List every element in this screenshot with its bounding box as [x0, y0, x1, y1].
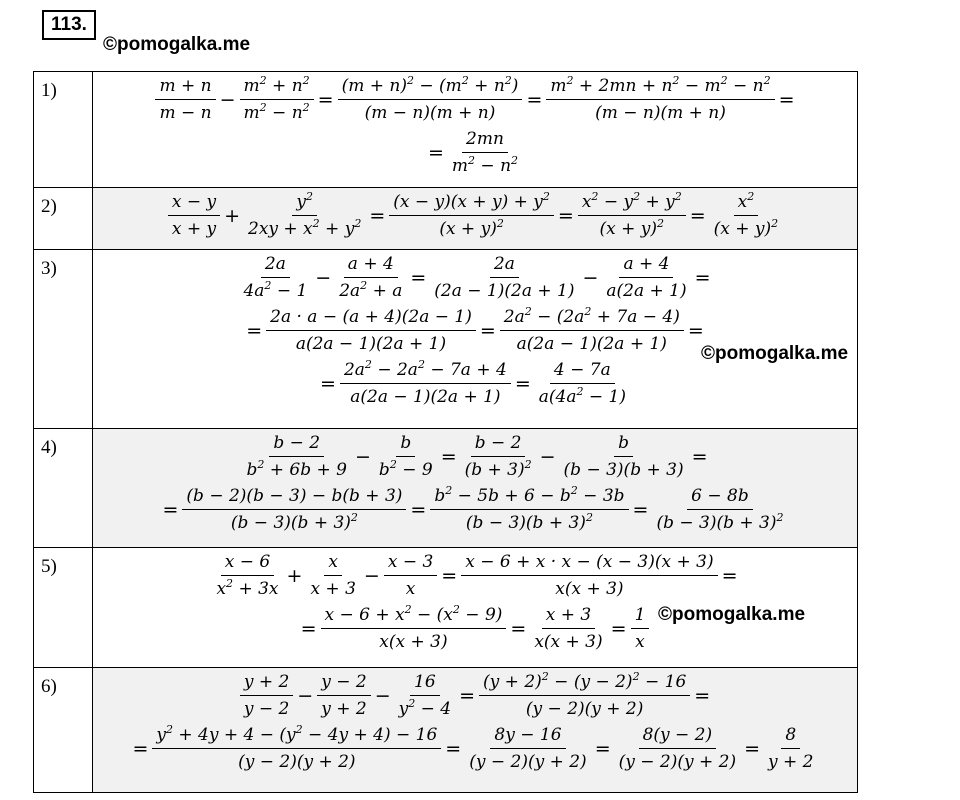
- denominator: x: [635, 632, 645, 652]
- operator: =: [479, 320, 496, 342]
- operator: =: [526, 89, 543, 111]
- numerator: 2mn: [462, 128, 508, 153]
- fraction: [602, 253, 690, 303]
- fraction: [560, 432, 688, 482]
- numerator: 6 − 8b: [687, 485, 753, 510]
- fraction: [500, 306, 684, 356]
- denominator: $4a^2 - 1$: [243, 279, 308, 301]
- item-label: 2): [34, 188, 93, 250]
- denominator: x: [405, 579, 416, 599]
- numerator: x − 3: [384, 551, 437, 576]
- operator: +: [286, 565, 303, 587]
- operator: −: [582, 267, 599, 289]
- equation-line: [93, 128, 857, 178]
- operator: =: [721, 565, 738, 587]
- numerator: x − y: [168, 191, 220, 216]
- numerator: y + 2: [240, 671, 293, 696]
- numerator: $x - 6 + x^2 - (x^2 - 9)$: [321, 604, 507, 629]
- fraction: [395, 671, 455, 721]
- expression-cell: [93, 250, 858, 429]
- denominator: $x^2 + 3x$: [216, 577, 279, 599]
- operator: =: [369, 205, 386, 227]
- numerator: $m^2 + n^2$: [240, 75, 314, 100]
- fraction: [535, 359, 630, 409]
- fraction: [240, 671, 293, 721]
- operator: =: [445, 738, 462, 760]
- fraction: [240, 75, 314, 125]
- operator: =: [632, 499, 649, 521]
- operator: −: [355, 446, 371, 468]
- numerator: $x^2$: [734, 191, 759, 216]
- operator: =: [300, 618, 317, 640]
- operator: =: [594, 738, 611, 760]
- numerator: $y^2 + 4y + 4 - (y^2 - 4y + 4) - 16$: [152, 724, 441, 749]
- operator: =: [440, 446, 457, 468]
- operator: +: [224, 205, 240, 227]
- fraction: [615, 724, 740, 774]
- operator: −: [363, 565, 380, 587]
- denominator: $a(4a^2 - 1)$: [538, 385, 626, 407]
- equation-line: [93, 485, 857, 535]
- equation-line: [93, 671, 857, 721]
- fraction: [479, 671, 690, 721]
- operator: =: [557, 205, 574, 227]
- denominator: m − n: [159, 103, 212, 123]
- numerator: b: [614, 432, 633, 457]
- operator: −: [297, 685, 314, 707]
- item-label: 6): [34, 668, 93, 793]
- fraction: [578, 191, 686, 241]
- denominator: $(b - 3)(b + 3)^2$: [465, 511, 593, 533]
- operator: =: [687, 320, 704, 342]
- fraction: [244, 191, 365, 241]
- numerator: 8y − 16: [490, 724, 565, 749]
- denominator: $m^2 - n^2$: [451, 154, 519, 176]
- watermark: ©pomogalka.me: [658, 604, 806, 625]
- denominator: $2xy + x^2 + y^2$: [248, 217, 362, 239]
- denominator: $y^2 - 4$: [398, 697, 452, 719]
- operator: =: [694, 267, 711, 289]
- denominator: y + 2: [768, 752, 814, 772]
- solution-table: [33, 71, 858, 793]
- numerator: $2a^2 - (2a^2 + 7a - 4)$: [500, 306, 684, 331]
- fraction: [317, 671, 370, 721]
- numerator: (b − 2)(b − 3) − b(b + 3): [182, 485, 406, 510]
- operator: =: [510, 618, 527, 640]
- fraction: [239, 253, 311, 303]
- denominator: $(b + 3)^2$: [464, 458, 532, 480]
- numerator: 8(y − 2): [639, 724, 717, 749]
- operator: =: [459, 685, 476, 707]
- equation-line: [93, 253, 857, 303]
- fraction: [152, 724, 441, 774]
- fraction: [340, 359, 511, 409]
- numerator: x − 6 + x · x − (x − 3)(x + 3): [461, 551, 717, 576]
- equation-line: [93, 724, 857, 774]
- fraction: [182, 485, 406, 535]
- fraction: [546, 75, 774, 125]
- fraction: [530, 604, 606, 654]
- operator: =: [744, 738, 761, 760]
- operator: −: [315, 267, 332, 289]
- operator: =: [410, 499, 427, 521]
- denominator: (y − 2)(y + 2): [618, 752, 737, 772]
- fraction: [631, 604, 650, 654]
- numerator: x: [324, 551, 342, 576]
- numerator: 16: [410, 671, 440, 696]
- denominator: (y − 2)(y + 2): [469, 752, 587, 772]
- fraction: [306, 551, 359, 601]
- fraction: [155, 75, 215, 125]
- fraction: [266, 306, 476, 356]
- solution-row: [34, 250, 858, 429]
- fraction: [212, 551, 282, 601]
- fraction: [652, 485, 787, 535]
- item-label: 4): [34, 429, 93, 548]
- fraction: [430, 253, 578, 303]
- denominator: (m − n)(m + n): [595, 103, 726, 123]
- fraction: [764, 724, 817, 774]
- denominator: $(x + y)^2$: [713, 217, 779, 239]
- equation-line: [93, 432, 857, 482]
- numerator: 1: [631, 604, 650, 629]
- denominator: $(b - 3)(b + 3)^2$: [656, 511, 784, 533]
- numerator: $(m + n)^2 - (m^2 + n^2)$: [338, 75, 523, 100]
- operator: =: [778, 89, 795, 111]
- numerator: 8: [781, 724, 800, 749]
- numerator: $x^2 - y^2 + y^2$: [578, 191, 686, 216]
- denominator: $2a^2 + a$: [339, 279, 403, 301]
- equation-line: [93, 551, 857, 601]
- operator: =: [514, 373, 531, 395]
- denominator: a(2a − 1)(2a + 1): [295, 334, 447, 354]
- denominator: x + 3: [310, 579, 356, 599]
- fraction: [168, 191, 220, 241]
- fraction: [375, 432, 437, 482]
- fraction: [384, 551, 437, 601]
- numerator: x + 3: [542, 604, 595, 629]
- watermark: ©pomogalka.me: [103, 34, 251, 55]
- numerator: x − 6: [221, 551, 274, 576]
- fraction: [242, 432, 351, 482]
- numerator: $2a^2 - 2a^2 - 7a + 4$: [340, 359, 511, 384]
- denominator: $b^2 + 6b + 9$: [246, 458, 347, 480]
- denominator: a(2a − 1)(2a + 1): [350, 387, 501, 407]
- solution-row: [34, 429, 858, 548]
- expression-cell: [93, 668, 858, 793]
- numerator: a + 4: [619, 253, 673, 278]
- denominator: x(x + 3): [555, 579, 624, 599]
- operator: =: [320, 373, 336, 395]
- fraction: [465, 724, 590, 774]
- equation-line: [93, 359, 857, 409]
- operator: =: [610, 618, 627, 640]
- operator: =: [427, 142, 444, 164]
- denominator: x + y: [171, 219, 217, 239]
- solution-row: [34, 72, 858, 188]
- denominator: x(x + 3): [534, 632, 603, 652]
- watermark: ©pomogalka.me: [701, 343, 849, 364]
- fraction: [461, 551, 717, 601]
- operator: =: [689, 205, 706, 227]
- denominator: $m^2 - n^2$: [243, 101, 310, 123]
- expression-cell: [93, 429, 858, 548]
- numerator: y − 2: [317, 671, 370, 696]
- denominator: $(b - 3)(b + 3)^2$: [230, 511, 358, 533]
- numerator: $(y + 2)^2 - (y - 2)^2 - 16$: [479, 671, 690, 696]
- denominator: (b − 3)(b + 3): [563, 460, 684, 480]
- denominator: $(x + y)^2$: [599, 217, 665, 239]
- numerator: $m^2 + 2mn + n^2 - m^2 - n^2$: [546, 75, 774, 100]
- item-label: 5): [34, 548, 93, 668]
- operator: =: [691, 446, 708, 468]
- operator: −: [539, 446, 556, 468]
- fraction: [335, 253, 406, 303]
- numerator: 2a: [490, 253, 519, 278]
- operator: =: [132, 738, 149, 760]
- denominator: (y − 2)(y + 2): [238, 752, 356, 772]
- problem-number: 113.: [42, 10, 96, 40]
- numerator: $(x - y)(x + y) + y^2$: [389, 191, 554, 216]
- solution-row: [34, 668, 858, 793]
- fraction: [710, 191, 783, 241]
- numerator: 2a · a − (a + 4)(2a − 1): [266, 306, 476, 331]
- fraction: [321, 604, 507, 654]
- solution-row: [34, 188, 858, 250]
- denominator: y − 2: [243, 699, 290, 719]
- operator: =: [246, 320, 263, 342]
- numerator: b: [396, 432, 415, 457]
- item-label: 3): [34, 250, 93, 429]
- expression-cell: [93, 72, 858, 188]
- denominator: x(x + 3): [379, 632, 448, 652]
- denominator: a(2a − 1)(2a + 1): [516, 334, 667, 354]
- operator: −: [219, 89, 236, 111]
- expression-cell: [93, 188, 858, 250]
- fraction: [430, 485, 628, 535]
- numerator: 2a: [261, 253, 290, 278]
- fraction: [448, 128, 522, 178]
- denominator: (m − n)(m + n): [364, 103, 496, 123]
- fraction: [338, 75, 523, 125]
- operator: =: [162, 499, 179, 521]
- numerator: b − 2: [471, 432, 526, 457]
- denominator: (2a − 1)(2a + 1): [434, 281, 575, 301]
- denominator: y + 2: [321, 699, 367, 719]
- numerator: 4 − 7a: [550, 359, 615, 384]
- denominator: $(x + y)^2$: [439, 217, 504, 239]
- numerator: $y^2$: [292, 191, 317, 216]
- denominator: a(2a + 1): [606, 281, 687, 301]
- item-label: 1): [34, 72, 93, 188]
- numerator: a + 4: [344, 253, 398, 278]
- numerator: $b^2 - 5b + 6 - b^2 - 3b$: [430, 485, 628, 510]
- operator: =: [441, 565, 458, 587]
- operator: =: [694, 685, 711, 707]
- fraction: [389, 191, 554, 241]
- numerator: b − 2: [269, 432, 324, 457]
- numerator: m + n: [155, 75, 215, 100]
- equation-line: [93, 75, 857, 125]
- operator: =: [317, 89, 334, 111]
- denominator: (y − 2)(y + 2): [525, 699, 644, 719]
- denominator: $b^2 - 9$: [378, 458, 433, 480]
- fraction: [461, 432, 536, 482]
- operator: =: [410, 267, 427, 289]
- equation-line: [93, 191, 857, 241]
- operator: −: [374, 685, 391, 707]
